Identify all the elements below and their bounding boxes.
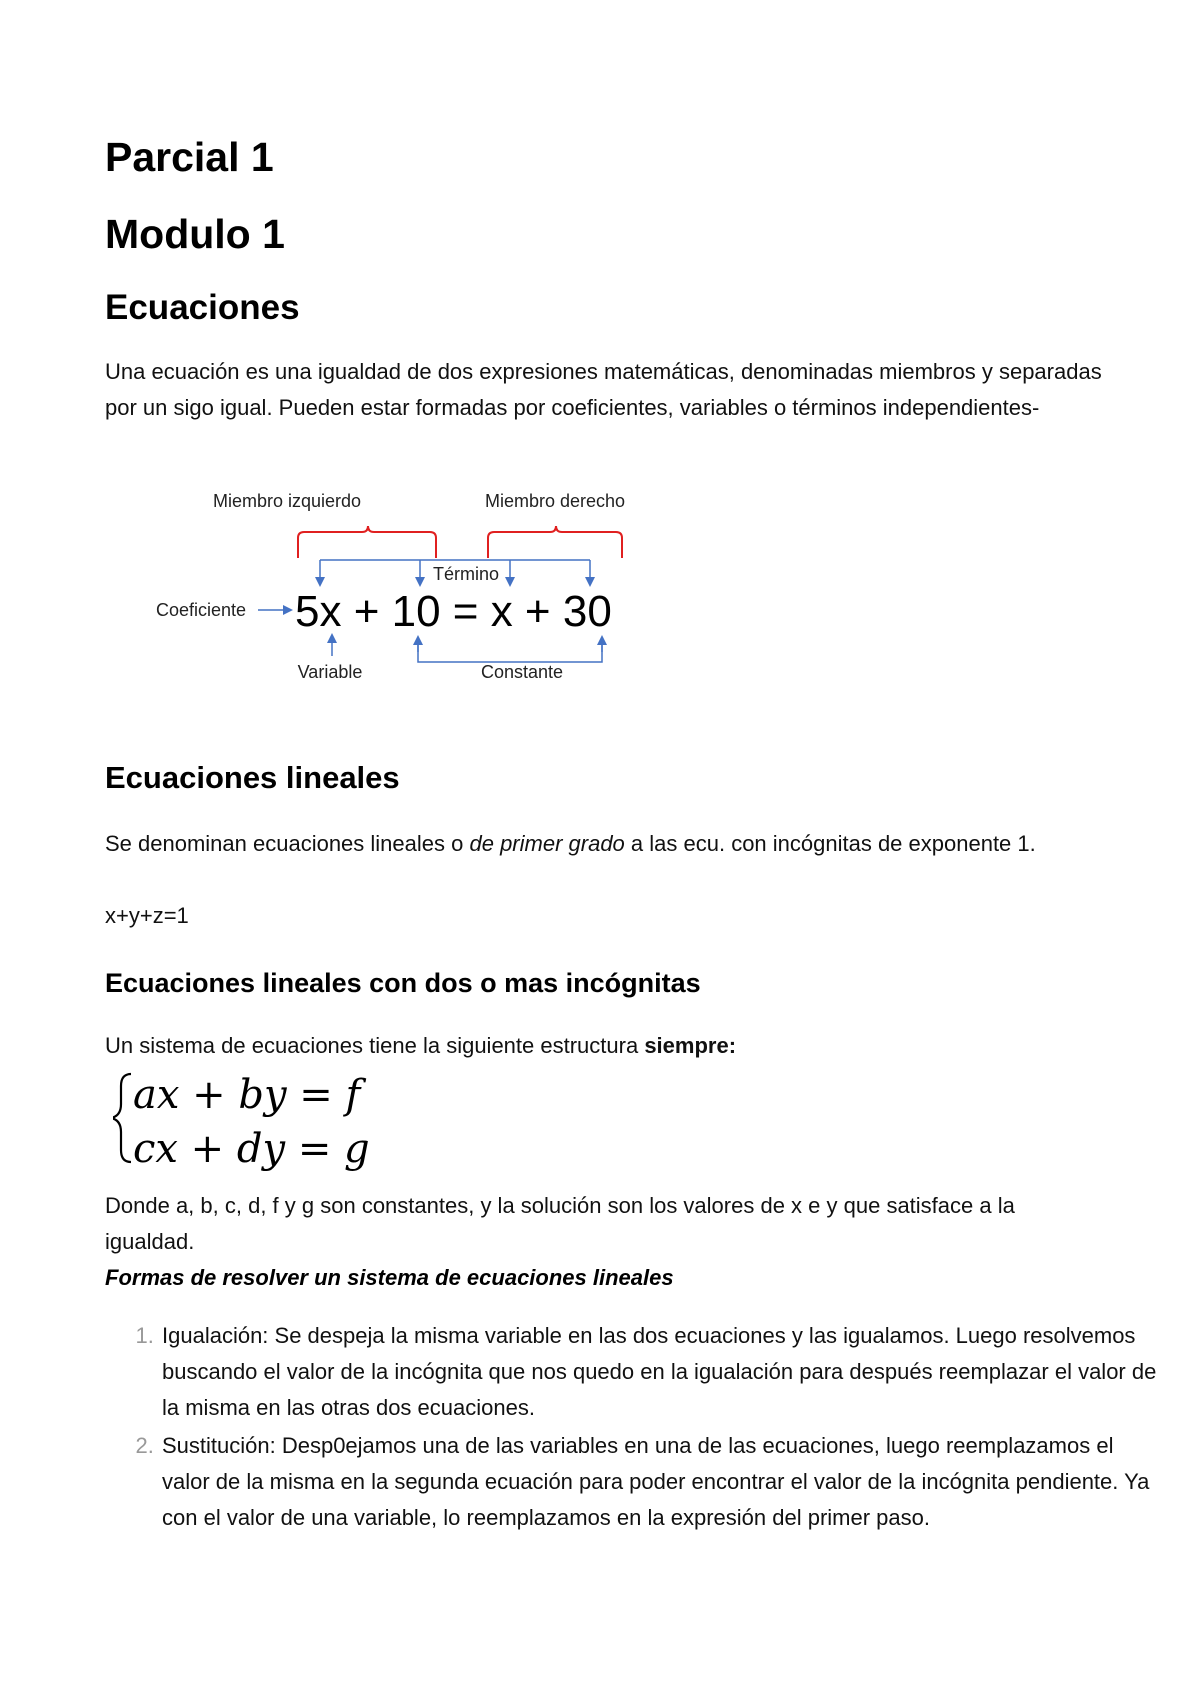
left-member-brace: [298, 526, 436, 558]
heading-ecuaciones: Ecuaciones: [105, 288, 300, 327]
lineales-paragraph: [105, 826, 1105, 862]
label-left-member: Miembro izquierdo: [212, 491, 362, 511]
intro-paragraph: Una ecuación es una igualdad de dos expresiones matemáticas, denominadas miembros y separadas por un sigo igual. Pueden estar formadas por coeficientes, variables o términos independientes-: [105, 359, 1102, 420]
title-modulo: Modulo 1: [105, 211, 285, 257]
lineales-example: x+y+z=1: [105, 903, 189, 928]
equation-system: [113, 1060, 433, 1180]
donde-paragraph: Donde a, b, c, d, f y g son constantes, y la solución son los valores de x e y que satisface a la igualdad.: [105, 1193, 1015, 1254]
equation-diagram: [150, 480, 650, 690]
lineales-text-start: Se denominan ecuaciones lineales o: [105, 831, 470, 856]
equation-text: 5x + 10 = x + 30: [295, 587, 612, 636]
heading-dos-o-mas: Ecuaciones lineales con dos o mas incógnitas: [105, 968, 701, 998]
label-constant: Constante: [480, 662, 564, 682]
system-equation-1: ax + by = f: [133, 1072, 361, 1118]
sistema-paragraph: [105, 1028, 1105, 1064]
lineales-text-end: a las ecu. con incógnitas de exponente 1.: [624, 831, 1036, 856]
label-term: Término: [432, 564, 500, 584]
heading-ecuaciones-lineales: Ecuaciones lineales: [105, 760, 400, 795]
steps-list: [105, 1318, 1160, 1538]
constant-bracket: [418, 640, 602, 662]
sistema-text: Un sistema de ecuaciones tiene la siguiente estructura: [105, 1033, 645, 1058]
sistema-bold: siempre:: [644, 1033, 737, 1058]
list-item: 1. Igualación: Se despeja la misma variable en las dos ecuaciones y las igualamos. Luego resolvemos buscando el valor de la incógnita que nos quedo en la igualación para después reemplazar el valor de la misma en las otras dos ecuaciones.: [160, 1318, 1160, 1426]
label-coefficient: Coeficiente: [156, 600, 247, 620]
formas-title: Formas de resolver un sistema de ecuaciones lineales: [105, 1265, 674, 1290]
label-right-member: Miembro derecho: [484, 491, 626, 511]
title-parcial: Parcial 1: [105, 134, 274, 180]
lineales-text-italic: de primer grado: [469, 831, 625, 856]
system-brace: [113, 1074, 131, 1162]
system-equation-2: cx + dy = g: [133, 1126, 370, 1172]
label-variable: Variable: [297, 662, 363, 682]
list-item: 2. Sustitución: Desp0ejamos una de las variables en una de las ecuaciones, luego reemplazamos el valor de la misma en la segunda ecuación para poder encontrar el valor de la incógnita pendiente. Ya con el valor de una variable, lo reemplazamos en la expresión del primer paso.: [160, 1428, 1160, 1536]
right-member-brace: [488, 526, 622, 558]
